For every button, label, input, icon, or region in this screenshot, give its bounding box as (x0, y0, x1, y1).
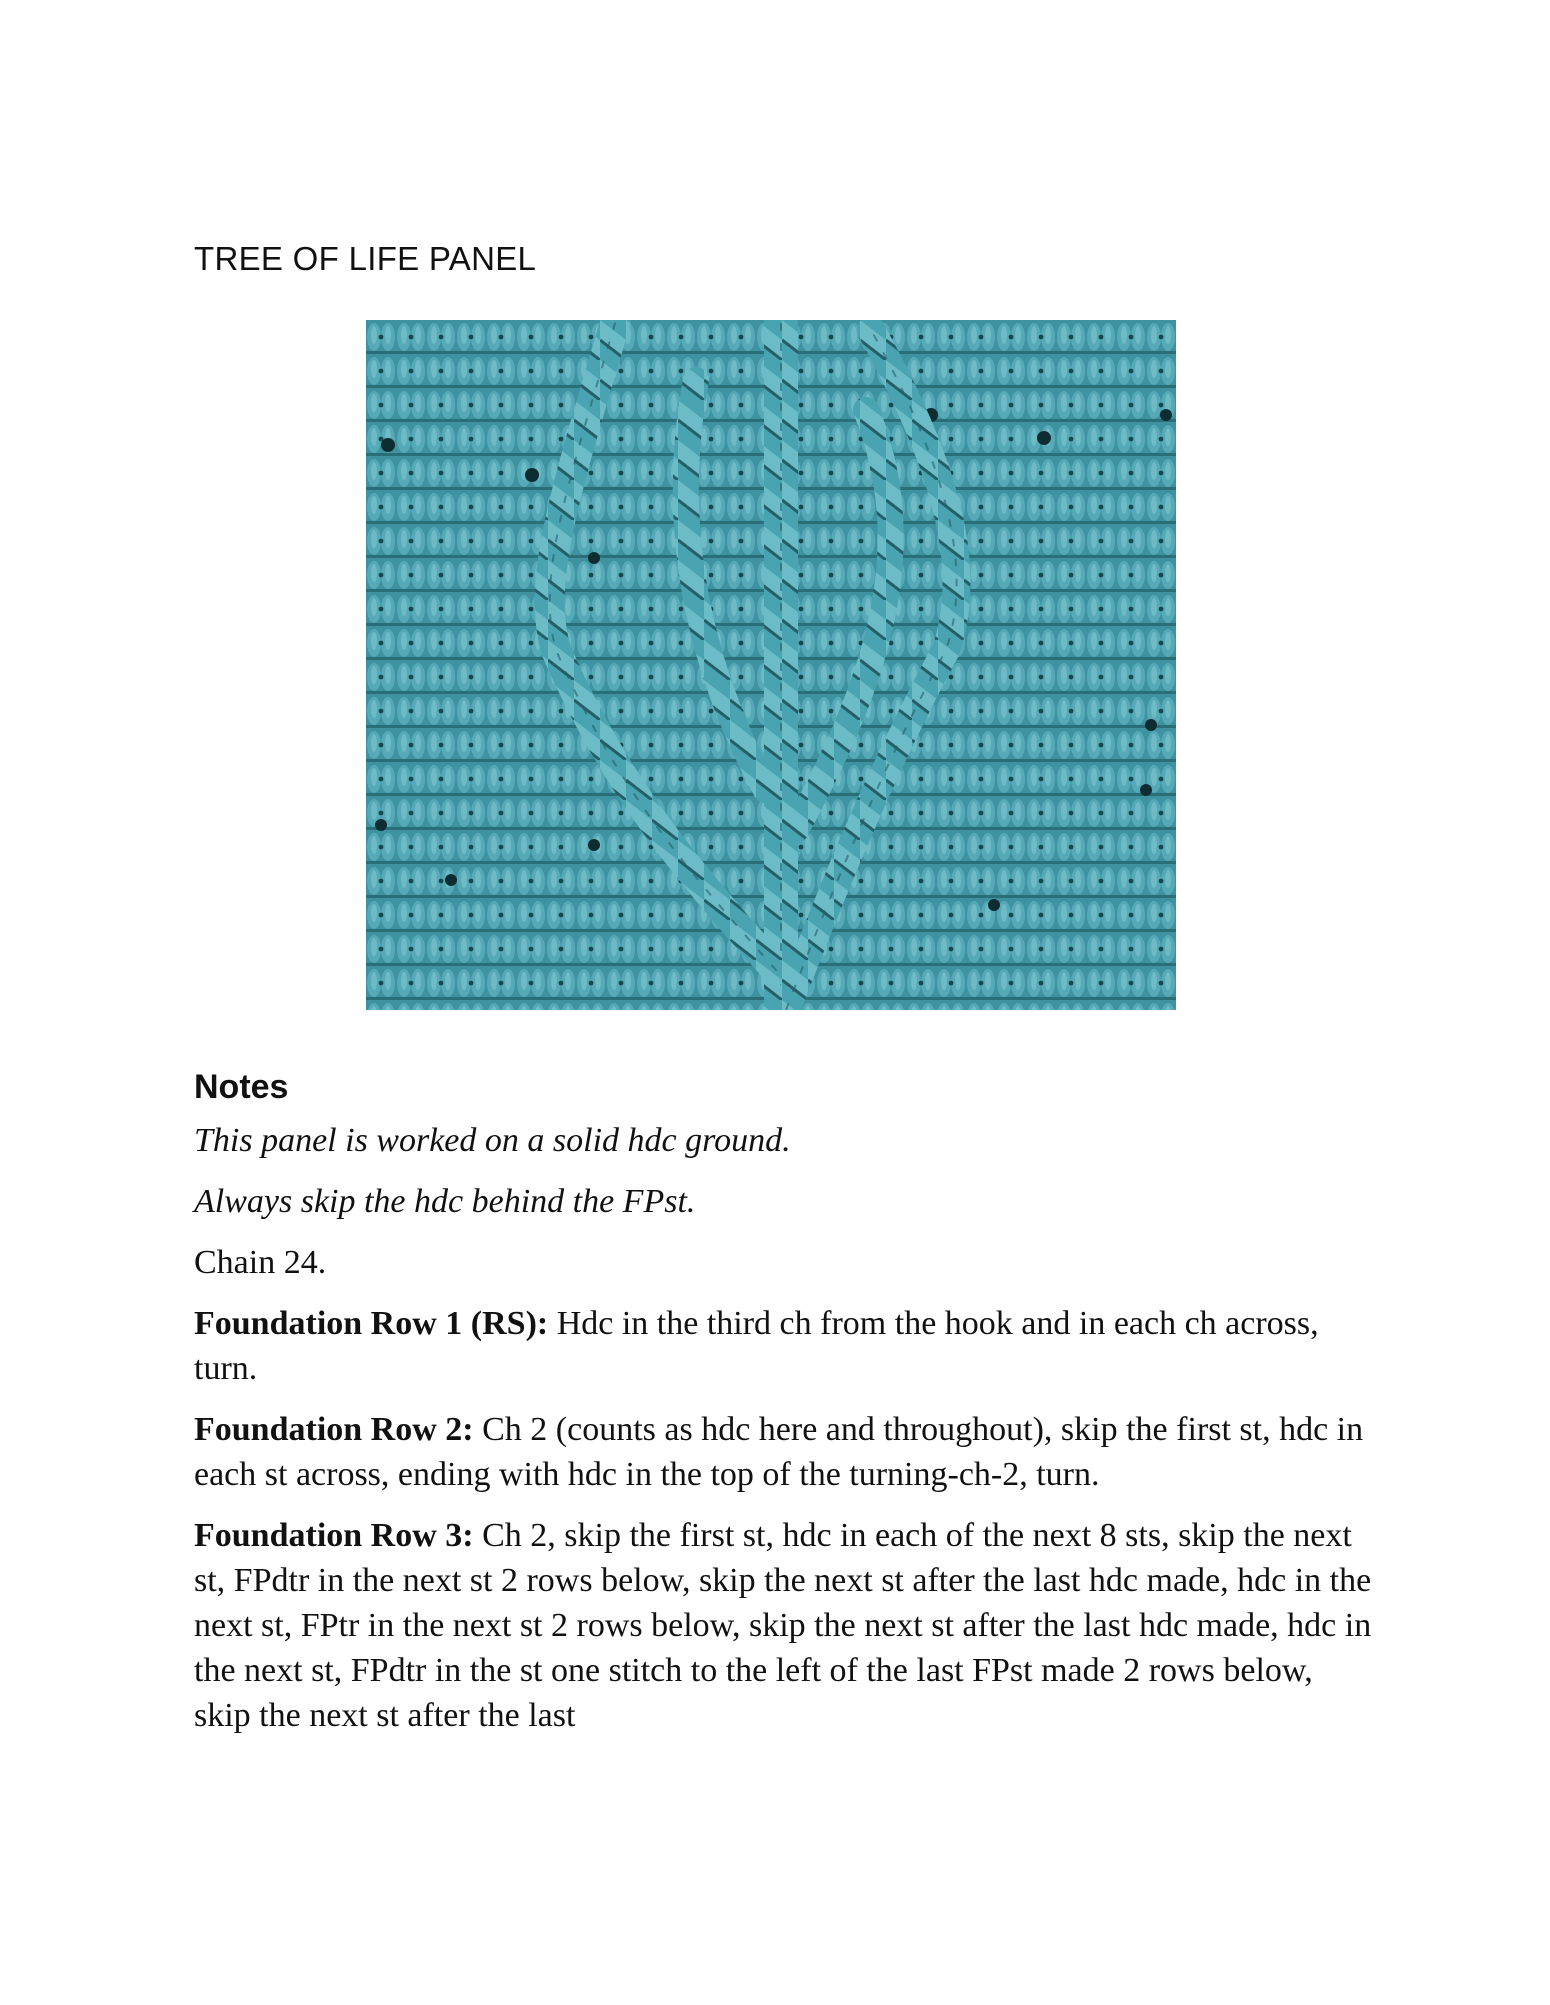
page-title: TREE OF LIFE PANEL (194, 240, 537, 277)
row-text: Ch 2 (counts as hdc here and throughout), skip the first st, hdc in each st across, ending with hdc in the top of the turning-ch-2, turn. (194, 1411, 1364, 1493)
row-label: Foundation Row 1 (RS): (194, 1305, 549, 1342)
crochet-swatch-photo (366, 320, 1176, 1010)
note-line: This panel is worked on a solid hdc ground. (194, 1122, 791, 1159)
chain-instruction: Chain 24. (194, 1244, 327, 1281)
crochet-swatch-icon (366, 320, 1176, 1010)
foundation-row-2 (194, 1407, 1374, 1497)
row-label: Foundation Row 3: (194, 1517, 474, 1554)
pattern-body (194, 1118, 1374, 1754)
foundation-row-1 (194, 1301, 1374, 1391)
notes-heading: Notes (194, 1068, 289, 1106)
note-line: Always skip the hdc behind the FPst. (194, 1183, 696, 1220)
row-label: Foundation Row 2: (194, 1411, 474, 1448)
row-text: Ch 2, skip the first st, hdc in each of the next 8 sts, skip the next st, FPdtr in the next st 2 rows below, skip the next st after the last hdc made, hdc in the next st, FPtr in the next st 2 rows below, skip the next st after the last hdc made, hdc in the next st, FPdtr in the st one stitch to the left of the last FPst made 2 rows below, skip the next st after the last (194, 1517, 1372, 1734)
foundation-row-3 (194, 1513, 1374, 1738)
row-text: Hdc in the third ch from the hook and in each ch across, turn. (194, 1305, 1319, 1387)
